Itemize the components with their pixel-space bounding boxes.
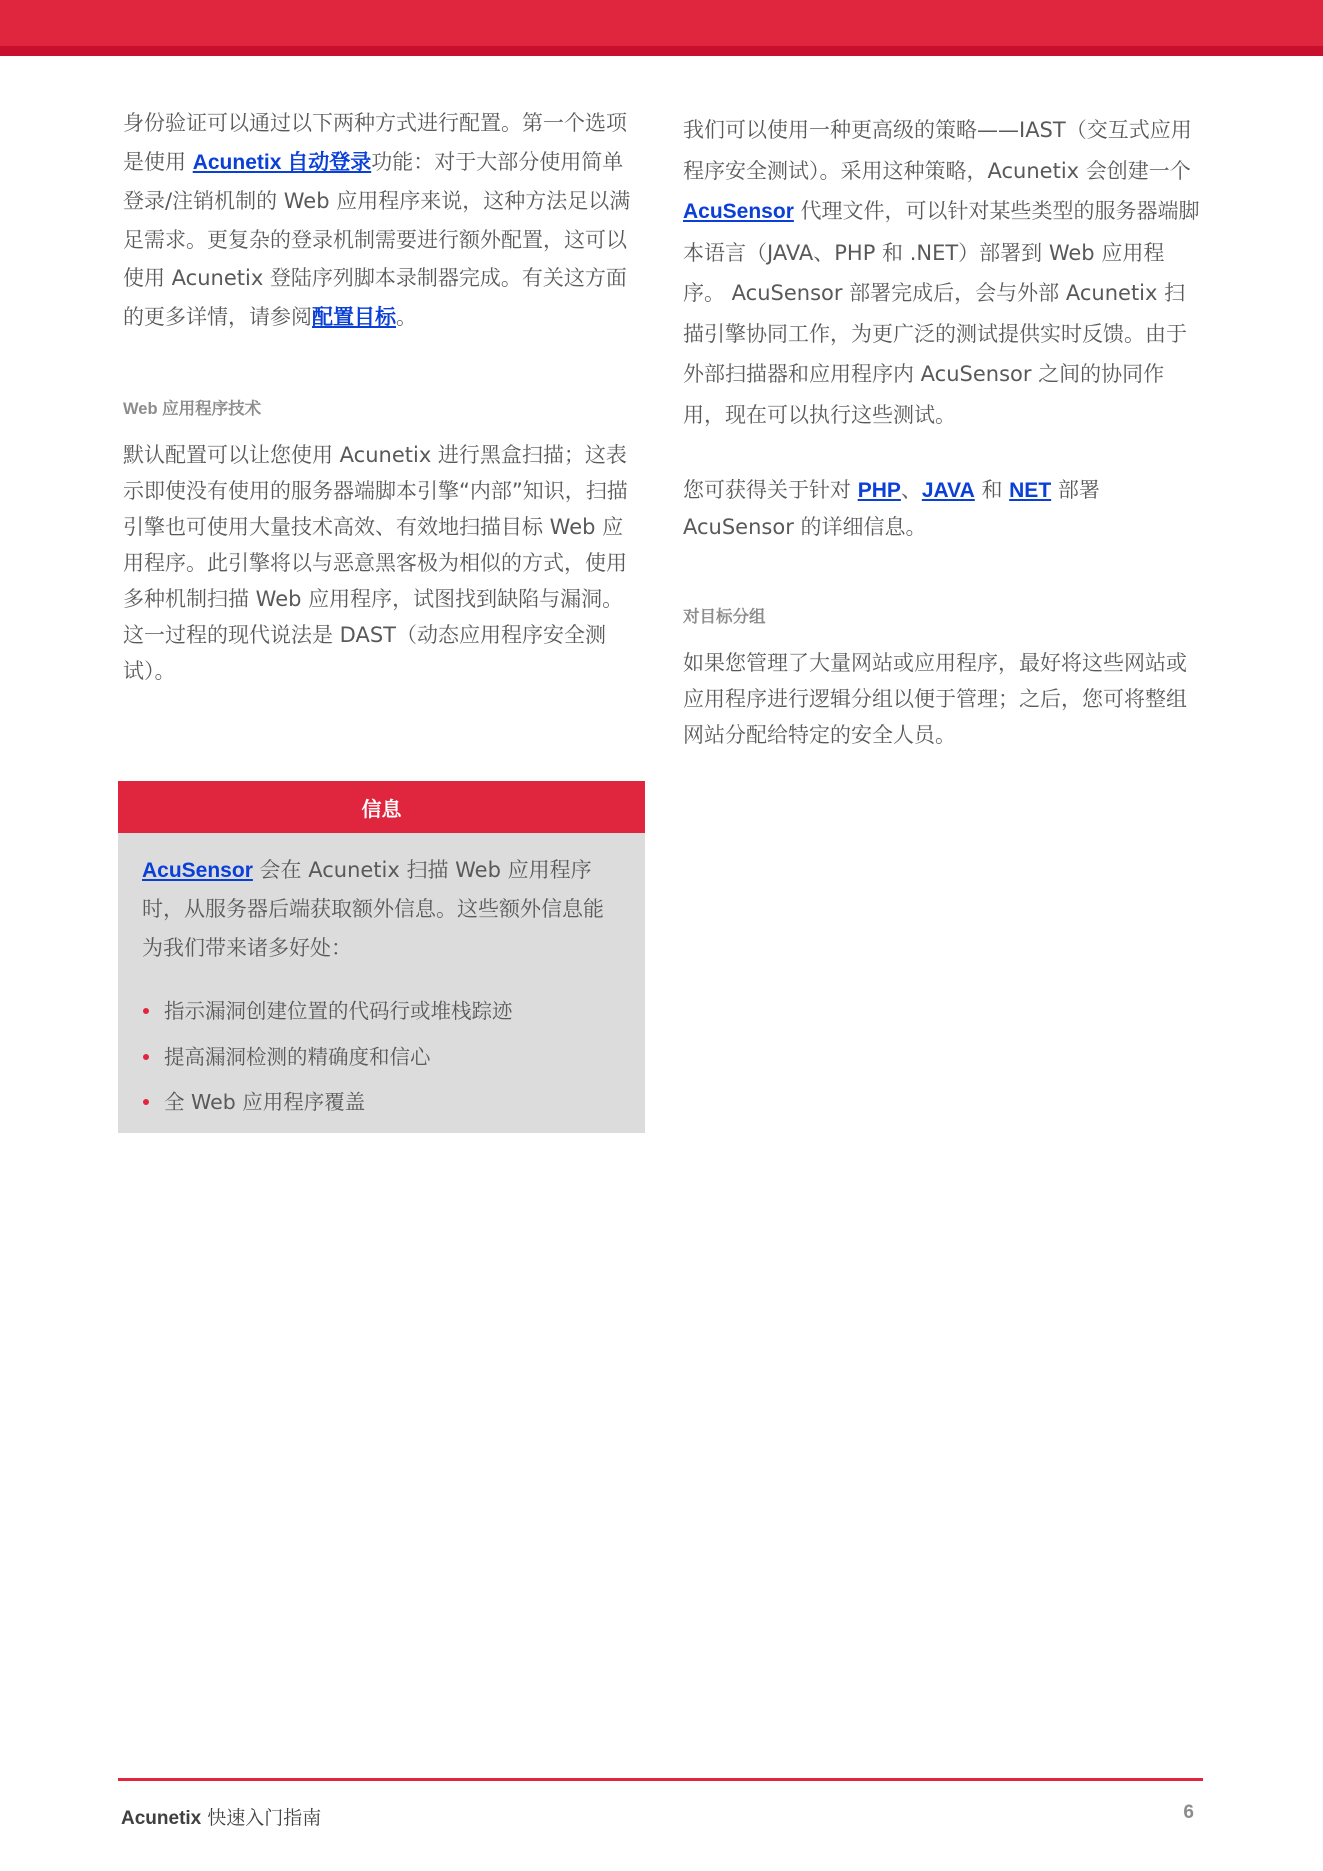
list-item [142,1080,622,1126]
java-link[interactable]: JAVA [921,479,975,502]
page-number: 6 [1183,1802,1194,1823]
list-item [142,989,622,1035]
deploy-text-2: 部署 AcuSensor 的详细信息。 [683,478,1100,539]
auto-login-link[interactable]: Acunetix 自动登录 [192,150,372,174]
info-text: 会在 Acunetix 扫描 Web 应用程序时，从服务器后端获取额外信息。这些额外信息能为我们带来诸多好处： [142,858,604,960]
net-link[interactable]: NET [1009,479,1052,502]
deploy-and: 和 [974,478,1010,502]
iast-paragraph [683,110,1203,435]
benefit-list [142,989,622,1126]
section-heading-web-tech: Web 应用程序技术 [123,400,262,418]
web-tech-paragraph: 默认配置可以让您使用 Acunetix 进行黑盒扫描；这表示即使没有使用的服务器端脚本引擎“内部”知识，扫描引擎也可使用大量技术高效、有效地扫描目标 Web 应用程序。此引擎将以与恶意黑客极为相似的方式，使用多种机制扫描 Web 应用程序，试图找到缺陷与漏洞。这一过程的现代说法是 DAST（动态应用程序安全测试）。 [123,443,628,683]
configure-target-link[interactable]: 配置目标 [312,305,396,329]
acusensor-link-info[interactable]: AcuSensor [142,859,253,882]
auth-text-3: 。 [396,304,417,329]
iast-text-2: 代理文件，可以针对某些类型的服务器端脚本语言（JAVA、PHP 和 .NET）部署到 Web 应用程序。 AcuSensor 部署完成后，会与外部 Acunetix 扫描引擎协同工作，为更广泛的测试提供实时反馈。由于外部扫描器和应用程序内 AcuSensor 之间的协同作用，现在可以执行这些测试。 [683,199,1200,427]
section-heading-grouping: 对目标分组 [683,608,766,626]
deploy-separator: 、 [900,478,922,502]
auth-paragraph [123,104,643,337]
auth-text-2: 功能：对于大部分使用简单登录/注销机制的 Web 应用程序来说，这种方法足以满足需求。更复杂的登录机制需要进行额外配置，这可以使用 Acunetix 登陆序列脚本录制器完成。有关这方面的更多详情，请参阅 [123,149,631,329]
info-paragraph [142,851,622,968]
iast-text-1: 我们可以使用一种更高级的策略——IAST（交互式应用程序安全测试）。采用这种策略，Acunetix 会创建一个 [683,118,1192,183]
info-box-body [118,833,645,1126]
top-banner-stripe [0,46,1323,56]
deploy-paragraph [683,472,1203,545]
info-box [118,781,645,1133]
list-item-text: 提高漏洞检测的精确度和信心 [164,1044,431,1069]
right-column [683,110,1203,753]
footer-divider [118,1778,1203,1781]
list-item [142,1035,622,1081]
footer-guide-title: 快速入门指南 [201,1807,322,1829]
acusensor-link[interactable]: AcuSensor [683,200,794,223]
info-box-title: 信息 [118,781,645,833]
list-item-text: 全 Web 应用程序覆盖 [164,1090,366,1114]
auth-text-1: 身份验证可以通过以下两种方式进行配置。第一个选项是使用 [123,111,627,174]
list-item-text: 指示漏洞创建位置的代码行或堆栈踪迹 [164,999,513,1023]
bullet-icon [143,1054,149,1060]
footer-brand-name: Acunetix [121,1808,202,1829]
grouping-paragraph: 如果您管理了大量网站或应用程序，最好将这些网站或应用程序进行逻辑分组以便于管理；之后，您可将整组网站分配给特定的安全人员。 [683,651,1187,747]
footer-title [121,1803,321,1830]
bullet-icon [143,1099,149,1105]
php-link[interactable]: PHP [857,479,901,502]
deploy-text-1: 您可获得关于针对 [683,478,858,502]
top-banner [0,0,1323,56]
bullet-icon [143,1008,149,1014]
left-column [123,104,643,689]
